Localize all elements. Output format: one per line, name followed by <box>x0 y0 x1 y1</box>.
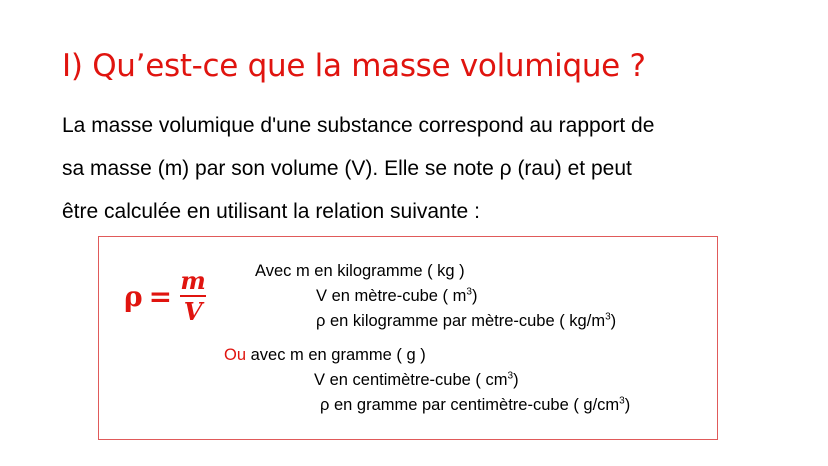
slide-title: I) Qu’est-ce que la masse volumique ? <box>62 48 646 84</box>
cgs-mass-unit <box>224 346 426 365</box>
cgs-mass-text: avec m en gramme ( g ) <box>246 346 426 364</box>
cgs-density-text: ρ en gramme par centimètre-cube ( g/cm <box>320 396 620 414</box>
si-density-unit <box>316 312 616 331</box>
si-density-text: ρ en kilogramme par mètre-cube ( kg/m <box>316 312 606 330</box>
si-mass-text: Avec m en kilogramme ( kg ) <box>255 262 465 280</box>
cgs-density-end: ) <box>624 396 631 414</box>
formula-denominator: V <box>183 297 203 326</box>
si-volume-unit <box>316 287 477 306</box>
cgs-volume-unit <box>314 371 519 390</box>
si-density-end: ) <box>610 312 617 330</box>
si-volume-end: ) <box>471 287 478 305</box>
formula-fraction <box>180 268 206 325</box>
si-mass-unit <box>255 262 465 281</box>
paragraph-line-1: La masse volumique d'une substance correspond au rapport de <box>62 114 655 137</box>
formula-equals: = <box>148 280 173 313</box>
cgs-density-exponent: 3 <box>619 395 625 407</box>
formula-rho: ρ <box>124 280 143 313</box>
si-density-exponent: 3 <box>605 311 611 323</box>
density-formula <box>124 268 206 325</box>
cgs-volume-text: V en centimètre-cube ( cm <box>314 371 508 389</box>
si-volume-text: V en mètre-cube ( m <box>316 287 467 305</box>
paragraph-line-2: sa masse (m) par son volume (V). Elle se note ρ (rau) et peut <box>62 157 632 180</box>
si-volume-exponent: 3 <box>466 286 472 298</box>
or-word: Ou <box>224 346 247 364</box>
cgs-volume-end: ) <box>513 371 519 389</box>
paragraph-line-3: être calculée en utilisant la relation suivante : <box>62 200 480 223</box>
cgs-density-unit <box>320 396 630 415</box>
formula-numerator: m <box>180 266 206 295</box>
cgs-volume-exponent: 3 <box>507 370 514 382</box>
